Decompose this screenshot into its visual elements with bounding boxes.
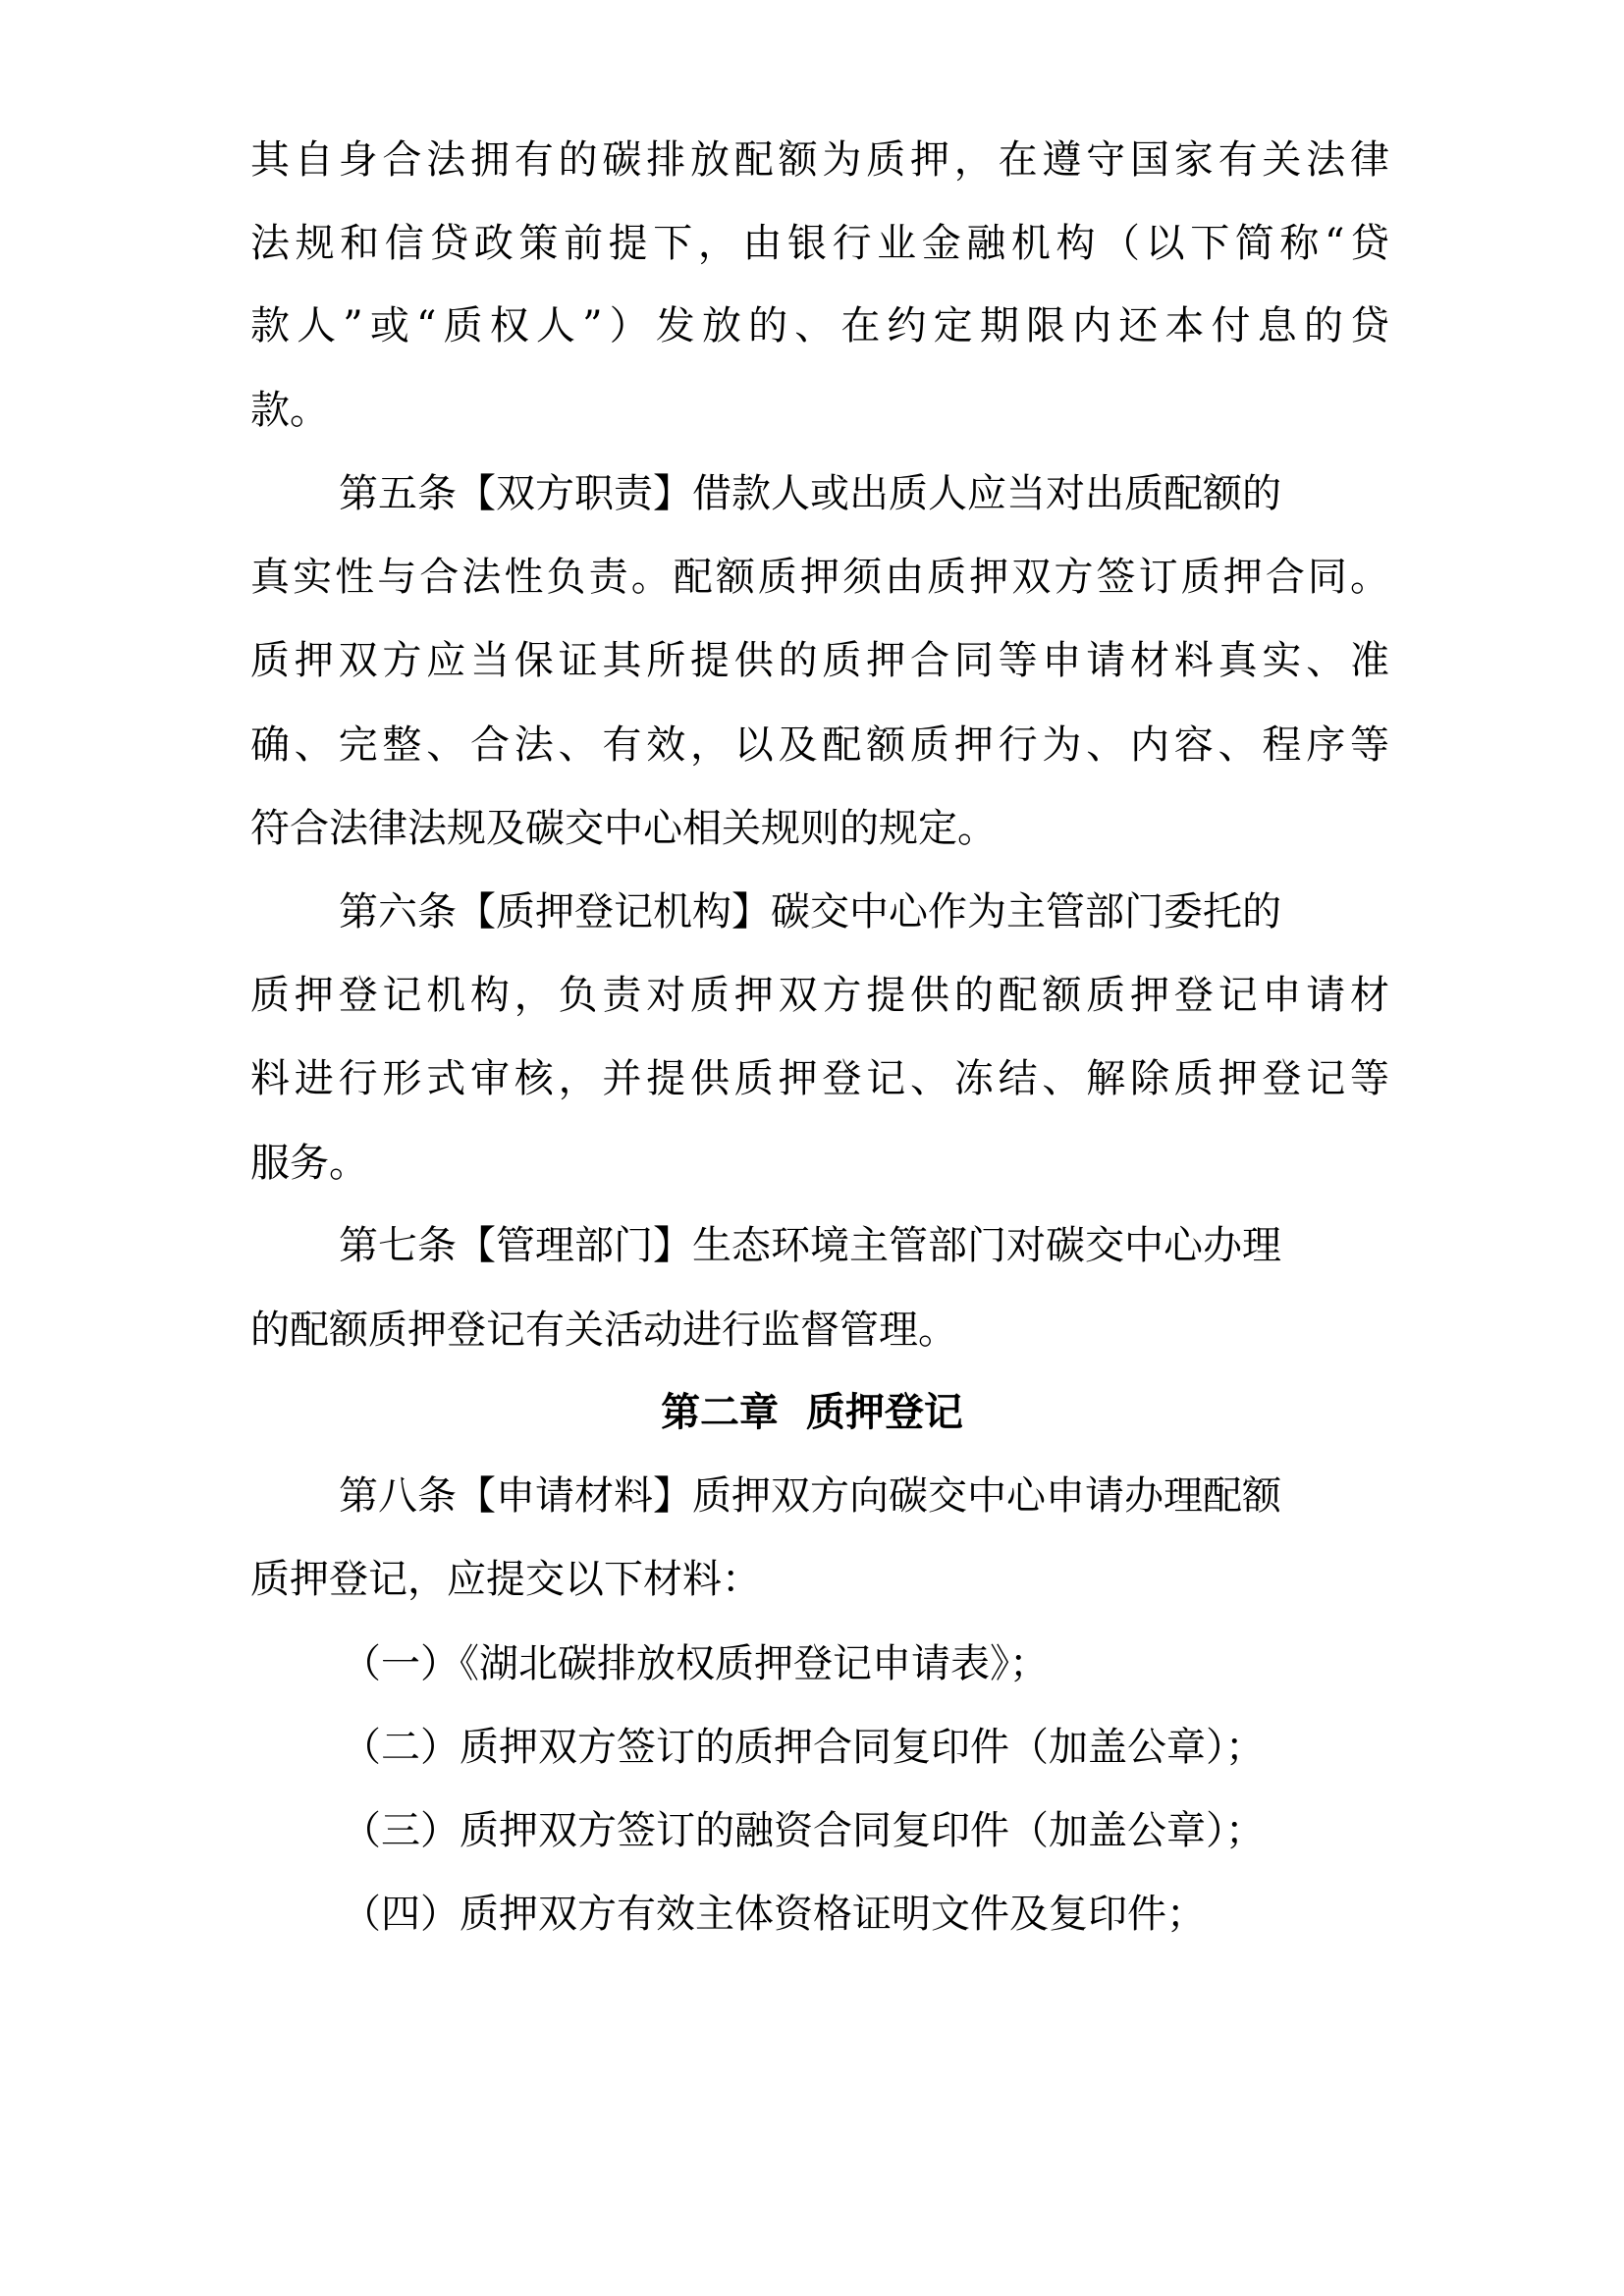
paragraph-line: 款。 [250,388,329,433]
article-6-line: 服务。 [250,1141,368,1186]
list-item: （一）《湖北碳排放权质押登记申请表》； [342,1641,1049,1686]
article-6-line: 第六条【质押登记机构】碳交中心作为主管部门委托的 [339,889,1281,934]
article-6-line: 料进行形式审核，并提供质押登记、冻结、解除质押登记等 [250,1056,1389,1101]
list-item: （三）质押双方签订的融资合同复印件（加盖公章）； [342,1808,1265,1853]
paragraph-line: 法规和信贷政策前提下，由银行业金融机构（以下简称“贷 [250,221,1389,266]
article-7-line: 的配额质押登记有关活动进行监督管理。 [250,1308,957,1353]
article-8-line: 第八条【申请材料】质押双方向碳交中心申请办理配额 [339,1473,1281,1519]
article-7-line: 第七条【管理部门】生态环境主管部门对碳交中心办理 [339,1223,1281,1268]
article-5-line: 符合法律法规及碳交中心相关规则的规定。 [250,806,997,851]
chapter-heading: 第二章 质押登记 [661,1390,963,1435]
article-6-line: 质押登记机构，负责对质押双方提供的配额质押登记申请材 [250,973,1389,1018]
list-item: （四）质押双方有效主体资格证明文件及复印件； [342,1892,1206,1937]
article-5-line: 质押双方应当保证其所提供的质押合同等申请材料真实、准 [250,638,1389,683]
article-5-line: 真实性与合法性负责。配额质押须由质押双方签订质押合同。 [250,555,1389,600]
article-8-line: 质押登记，应提交以下材料： [250,1557,761,1602]
list-item: （二）质押双方签订的质押合同复印件（加盖公章）； [342,1725,1265,1770]
paragraph-line: 款人”或“质权人”）发放的、在约定期限内还本付息的贷 [250,303,1389,348]
paragraph-line: 其自身合法拥有的碳排放配额为质押，在遵守国家有关法律 [250,137,1389,183]
article-5-line: 确、完整、合法、有效，以及配额质押行为、内容、程序等 [250,722,1389,768]
article-5-line: 第五条【双方职责】借款人或出质人应当对出质配额的 [339,471,1281,516]
